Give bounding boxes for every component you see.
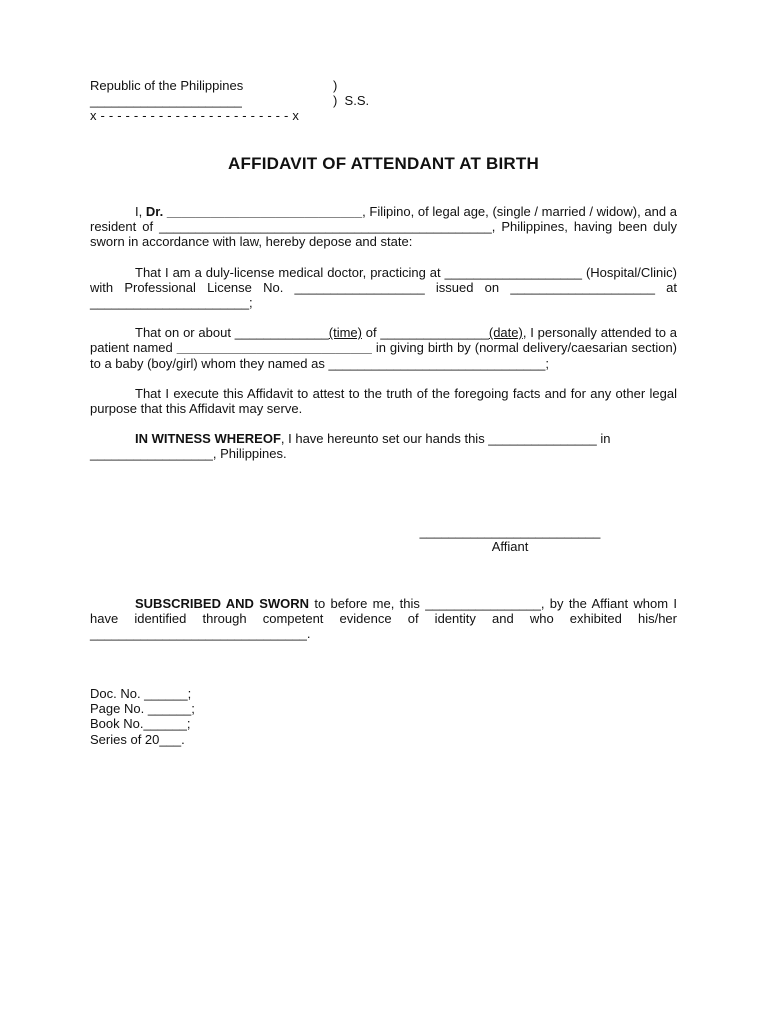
notarial-register bbox=[90, 686, 390, 747]
jurat-heading: SUBSCRIBED AND SWORN bbox=[135, 596, 310, 611]
paragraph-practice: That I am a duly-license medical doctor, practicing at ___________________ (Hospital/Clinic) with Professional License No. __________________ issued on ____________________ at ______________________; bbox=[90, 264, 677, 311]
date-label: (date) bbox=[488, 325, 523, 341]
affidavit-page bbox=[90, 78, 677, 747]
doc-no: Doc. No. ______; bbox=[90, 686, 192, 701]
para1-intro: I, bbox=[135, 204, 146, 219]
doctor-name-blank: Dr. ___________________________ bbox=[145, 204, 363, 219]
para3-a: That on or about _____________ bbox=[135, 325, 329, 341]
document-title: AFFIDAVIT OF ATTENDANT AT BIRTH bbox=[228, 154, 539, 173]
para3-c: , I personally attended to a patient named bbox=[90, 325, 677, 356]
paragraph-witness bbox=[90, 431, 677, 461]
paragraph-attendance bbox=[90, 325, 677, 371]
para1-rest: , Filipino, of legal age, (single / married / widow), and a resident of ______________________________________________, Philippines, having been duly sworn in accordance with law, hereby depose and state: bbox=[90, 204, 677, 250]
paragraph-jurat bbox=[90, 596, 677, 642]
venue-republic: Republic of the Philippines bbox=[90, 78, 244, 93]
para3-d: in giving birth by (normal delivery/caesarian section) to a baby (boy/girl) whom they named as ______________________________; bbox=[90, 340, 677, 371]
venue-paren: ) bbox=[333, 78, 338, 93]
para3-b: of _______________ bbox=[361, 325, 489, 341]
paragraph-purpose: That I execute this Affidavit to attest to the truth of the foregoing facts and for any other legal purpose that this Affidavit may serve. bbox=[90, 385, 677, 417]
paragraph-identity bbox=[90, 204, 677, 250]
jurat-text: to before me, this ________________, by the Affiant whom I have identified through competent evidence of identity and who exhibited his/her ______________________________. bbox=[90, 596, 677, 642]
affiant-signature bbox=[405, 524, 615, 554]
venue-block bbox=[90, 78, 677, 124]
venue-blank-line: _____________________ bbox=[90, 93, 242, 108]
witness-heading: IN WITNESS WHEREOF bbox=[135, 431, 281, 447]
book-no: Book No.______; bbox=[90, 716, 191, 732]
patient-name-blank: ___________________________ bbox=[176, 340, 372, 356]
time-label: (time) bbox=[328, 325, 362, 341]
jurat-block bbox=[90, 596, 677, 657]
affidavit-body bbox=[90, 204, 677, 477]
witness-text: , I have hereunto set our hands this _______________ in _________________, Philippines. bbox=[90, 431, 611, 462]
series-year: Series of 20___. bbox=[90, 731, 185, 747]
venue-divider: x - - - - - - - - - - - - - - - - - - - - - - - x bbox=[90, 108, 300, 123]
affiant-label: Affiant bbox=[491, 539, 529, 555]
signature-line: _________________________ bbox=[419, 524, 601, 539]
page-no: Page No. ______; bbox=[90, 701, 195, 717]
venue-ss: ) S.S. bbox=[333, 93, 370, 108]
